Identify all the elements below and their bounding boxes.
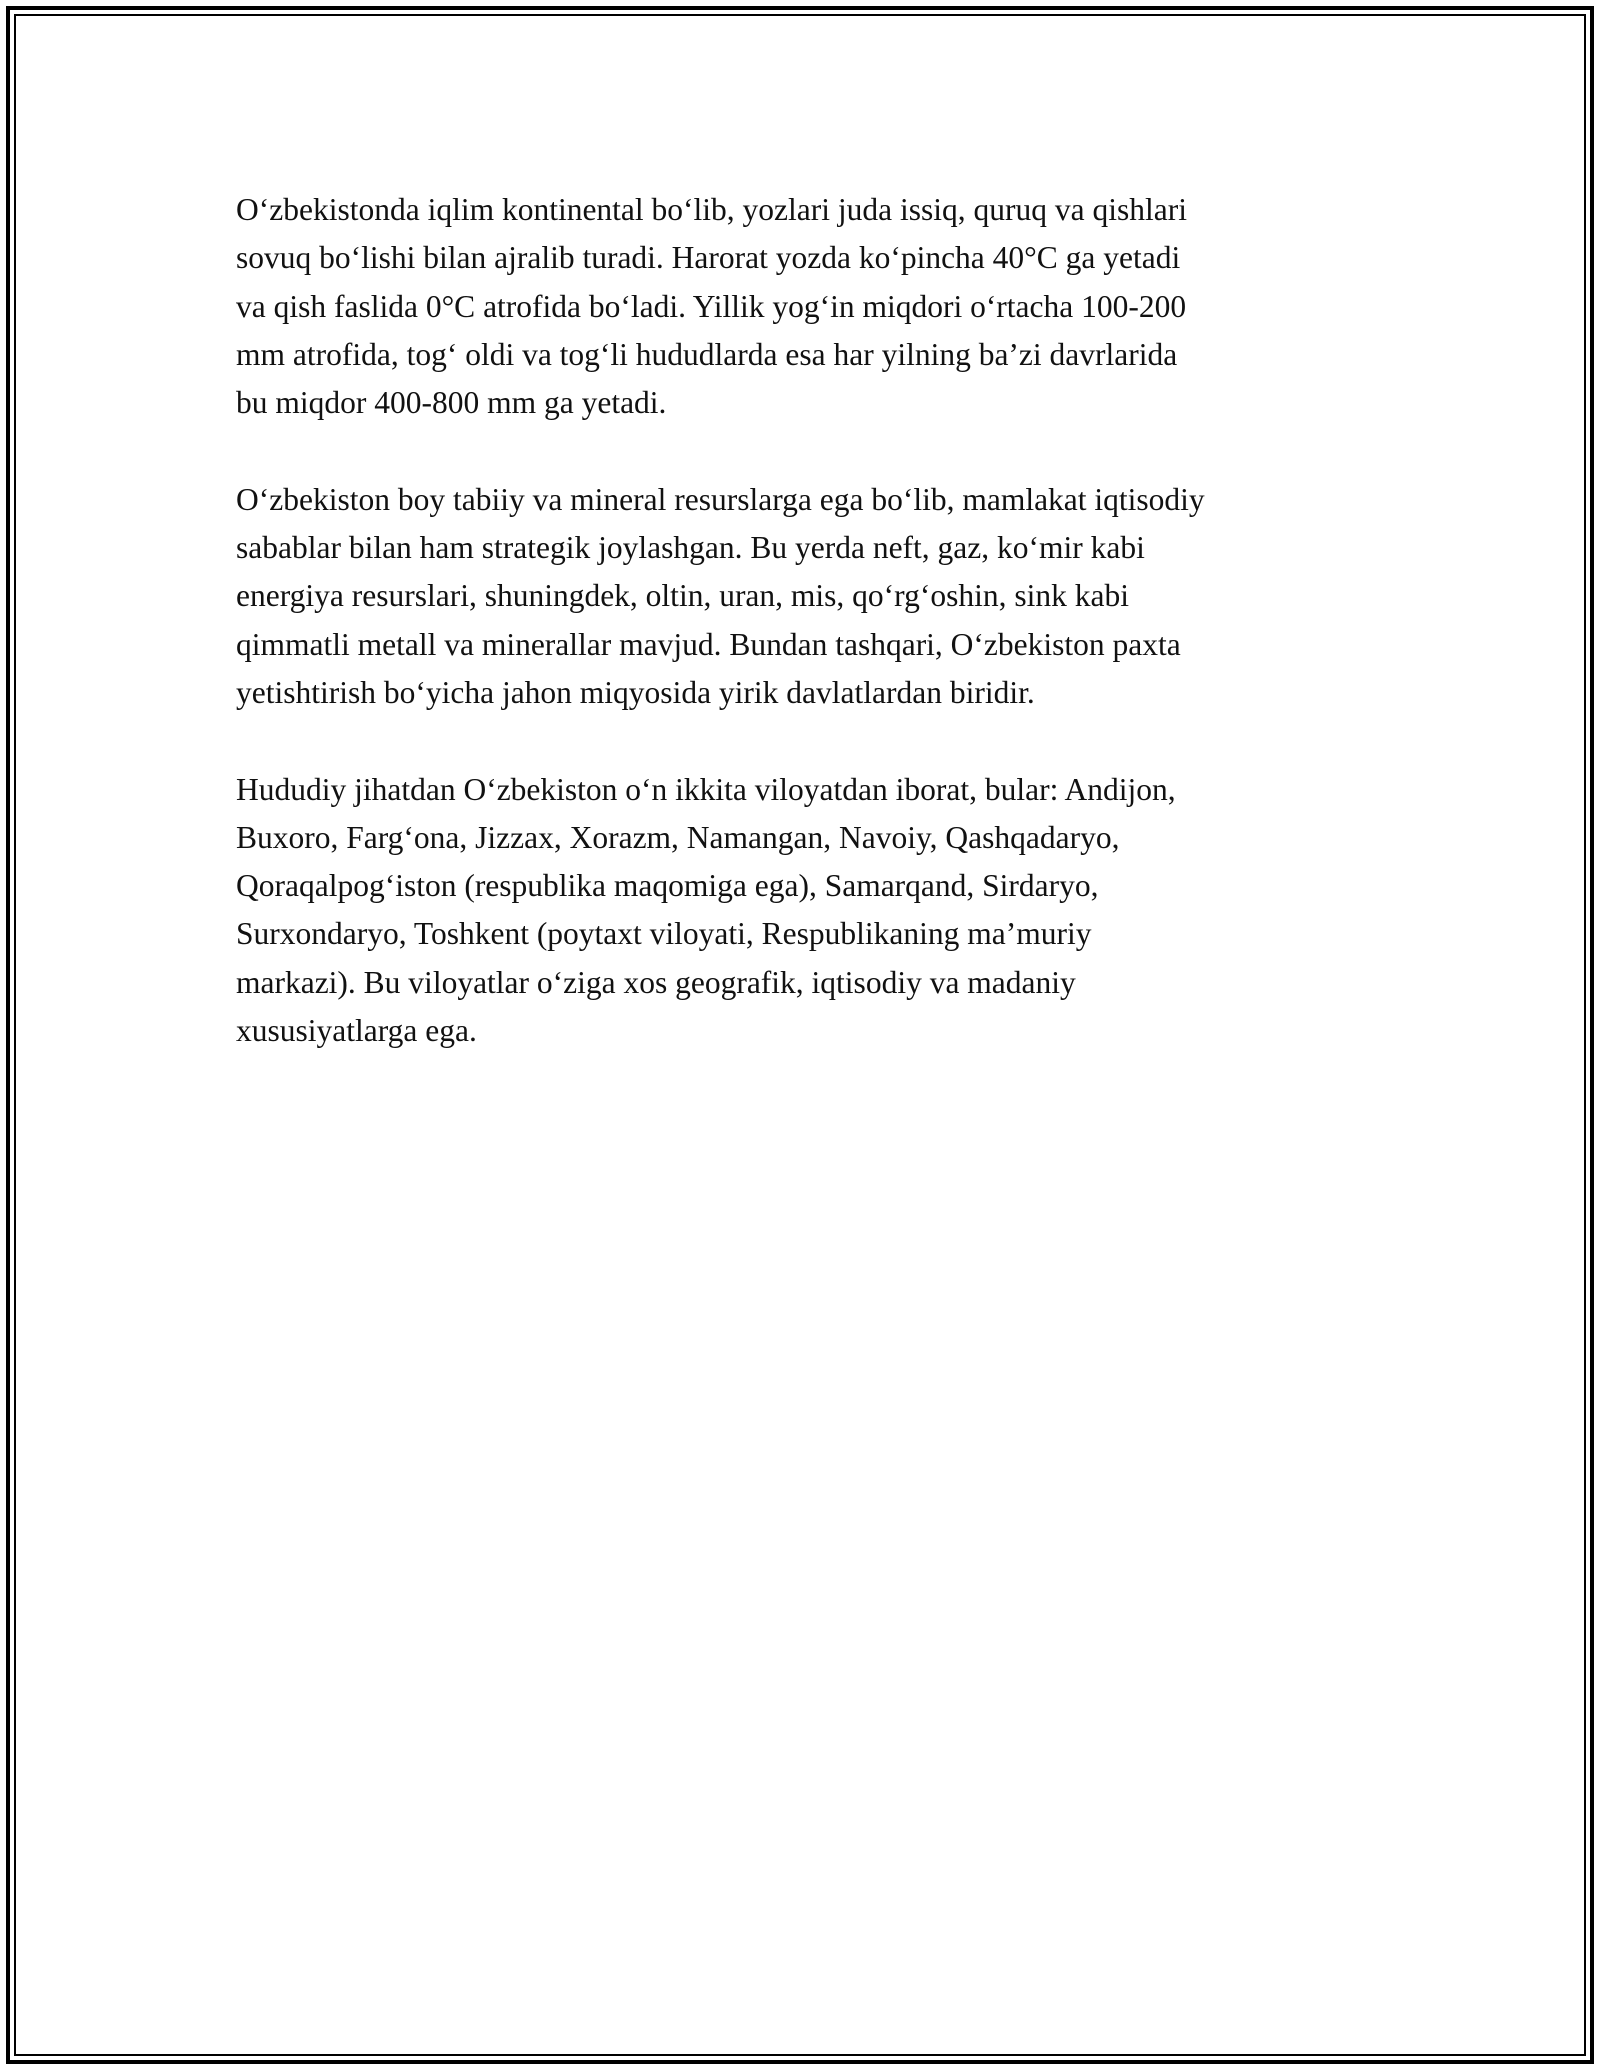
paragraph-climate: O‘zbekistonda iqlim kontinental bo‘lib, yozlari juda issiq, quruq va qishlari sovuq bo‘lishi bilan ajralib turadi. Harorat yozda ko‘pincha 40°C ga yetadi va qish faslida 0°C atrofida bo‘ladi. Yillik yog‘in miqdori o‘rtacha 100-200 mm atrofida, tog‘ oldi va tog‘li hududlarda esa har yilning ba’zi davrlarida bu miqdor 400-800 mm ga yetadi. bbox=[236, 192, 1187, 421]
paragraph-resources: O‘zbekiston boy tabiiy va mineral resurslarga ega bo‘lib, mamlakat iqtisodiy sabablar bilan ham strategik joylashgan. Bu yerda neft, gaz, ko‘mir kabi energiya resurslari, shuningdek, oltin, uran, mis, qo‘rg‘oshin, sink kabi qimmatli metall va minerallar mavjud. Bundan tashqari, O‘zbekiston paxta yetishtirish bo‘yicha jahon miqyosida yirik davlatlardan biridir. bbox=[236, 481, 1205, 710]
document-body bbox=[236, 186, 1386, 1104]
paragraph-regions: Hududiy jihatdan O‘zbekiston o‘n ikkita viloyatdan iborat, bular: Andijon, Buxoro, Farg‘ona, Jizzax, Xorazm, Namangan, Navoiy, Qashqadaryo, Qoraqalpog‘iston (respublika maqomiga ega), Samarqand, Sirdaryo, Surxondaryo, Toshkent (poytaxt viloyati, Respublikaning ma’muriy markazi). Bu viloyatlar o‘ziga xos geografik, iqtisodiy va madaniy xususiyatlarga ega. bbox=[236, 771, 1176, 1049]
